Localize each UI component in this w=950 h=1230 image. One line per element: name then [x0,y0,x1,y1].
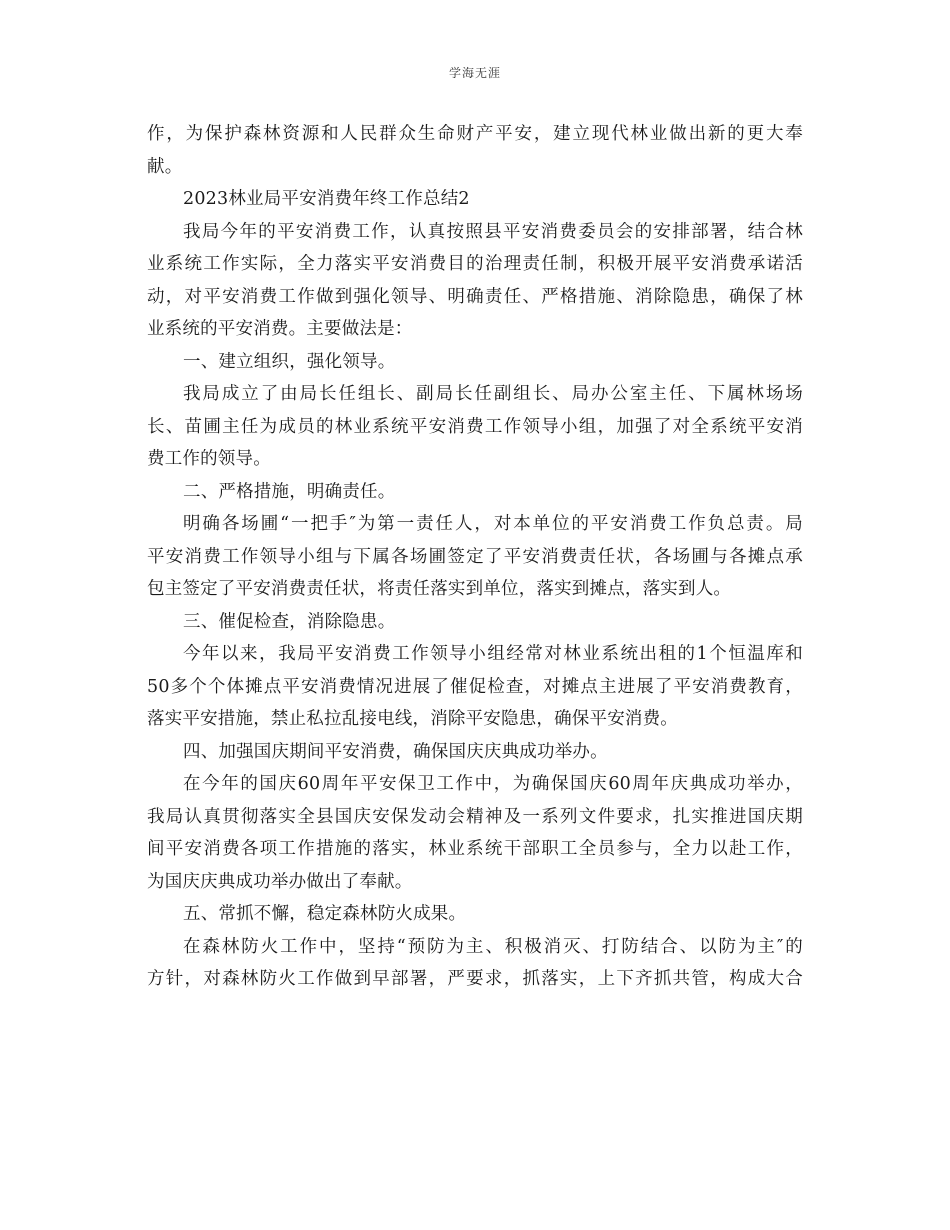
text-line: 二、严格措施，明确责任。 [183,481,396,502]
text-line: 四、加强国庆期间平安消费，确保国庆庆典成功举办。 [183,741,608,762]
text-line: 费工作的领导。 [147,449,271,469]
text-line: 我局成立了由局长任组长、副局长任副组长、局办公室主任、下属林场场 [183,384,803,404]
text-line: 落实平安措施，禁止私拉乱接电线，消除平安隐患，确保平安消费。 [147,709,678,729]
text-line: 在今年的国庆60周年平安保卫工作中，为确保国庆60周年庆典成功举办， [183,774,803,794]
text-line: 一、建立组织，强化领导。 [183,351,396,372]
text-line: 业系统的平安消费。主要做法是： [147,319,413,339]
text-line: 业系统工作实际，全力落实平安消费目的治理责任制，积极开展平安消费承诺活 [147,254,803,274]
text-line: 方针，对森林防火工作做到早部署，严要求，抓落实，上下齐抓共管，构成大合 [147,969,803,989]
text-line: 五、常抓不懈，稳定森林防火成果。 [183,904,467,924]
text-line: 献。 [147,156,183,177]
text-line: 平安消费工作领导小组与下属各场圃签定了平安消费责任状，各场圃与各摊点承 [147,546,803,567]
text-line: 动，对平安消费工作做到强化领导、明确责任、严格措施、消除隐患，确保了林 [147,286,803,307]
text-line: 三、催促检查，消除隐患。 [183,611,396,632]
text-line: 包主签定了平安消费责任状，将责任落实到单位，落实到摊点，落实到人。 [147,579,732,599]
page-header: 学海无涯 [448,66,501,80]
text-line: 间平安消费各项工作措施的落实，林业系统干部职工全员参与，全力以赴工作， [147,839,803,859]
text-line: 2023林业局平安消费年终工作总结2 [183,189,470,209]
text-line: 明确各场圃“一把手″为第一责任人，对本单位的平安消费工作负总责。局 [183,514,803,534]
text-line: 今年以来，我局平安消费工作领导小组经常对林业系统出租的1个恒温库和 [183,644,803,664]
text-line: 我局今年的平安消费工作，认真按照县平安消费委员会的安排部署，结合林 [183,221,803,242]
document-body [147,118,803,996]
text-line: 长、苗圃主任为成员的林业系统平安消费工作领导小组，加强了对全系统平安消 [147,416,803,437]
text-line: 在森林防火工作中，坚持“预防为主、积极消灭、打防结合、以防为主″的 [183,936,803,957]
text-line: 50多个个体摊点平安消费情况进展了催促检查，对摊点主进展了平安消费教育， [147,676,803,697]
text-line: 作，为保护森林资源和人民群众生命财产平安，建立现代林业做出新的更大奉 [147,124,803,144]
text-line: 为国庆庆典成功举办做出了奉献。 [147,871,413,892]
text-line: 我局认真贯彻落实全县国庆安保发动会精神及一系列文件要求，扎实推进国庆期 [147,806,803,827]
